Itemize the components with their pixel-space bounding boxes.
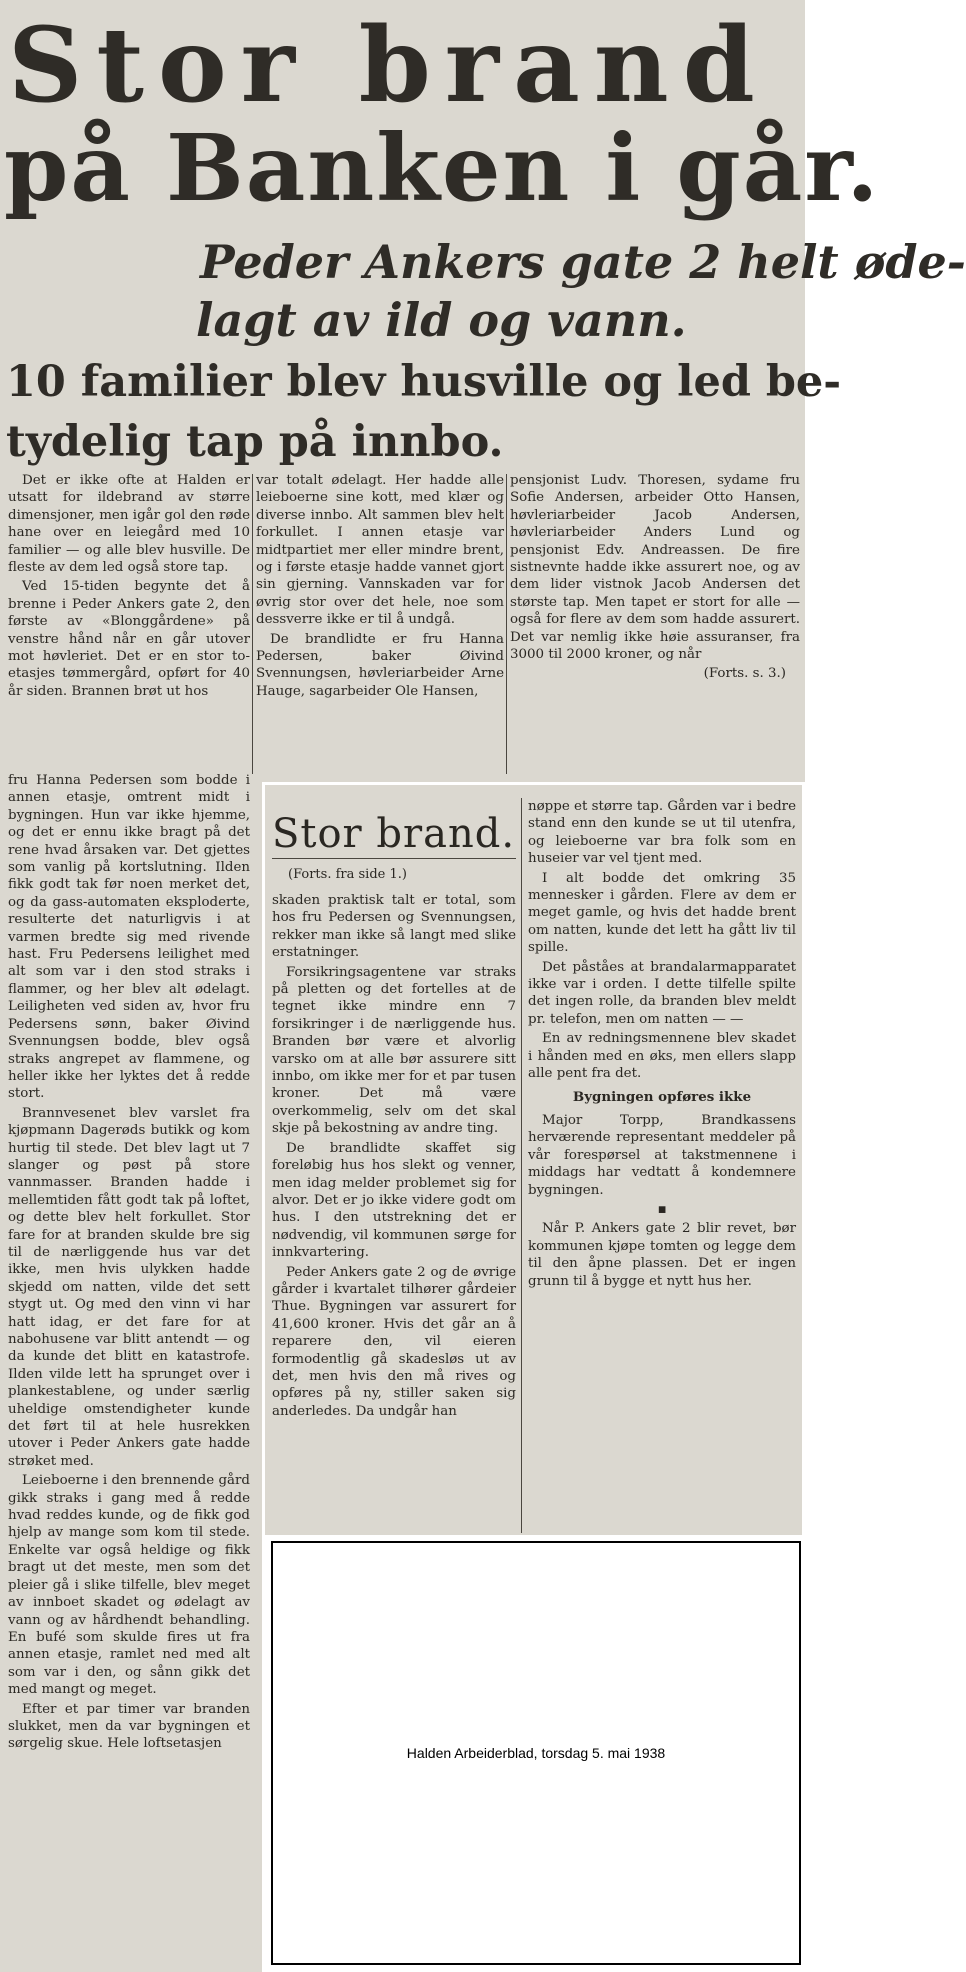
paragraph: De brandlidte skaffet sig foreløbig hus hos slekt og venner, men idag melder problemet sig for alvor. Det er jo ikke videre godt om hus. I den utstrekning det er nødvendig, vil kommunen sørge for innkvartering. (272, 1140, 516, 1261)
paragraph: En av redningsmennene blev skadet i hånden med en øks, men ellers slapp alle pent fra det. (528, 1031, 796, 1082)
column-rule (506, 474, 507, 774)
article-column-1 (8, 472, 250, 702)
caption-box (271, 1541, 801, 1965)
headline-line-2: på Banken i går. (4, 114, 881, 222)
continuation-title: Stor brand. (272, 811, 516, 857)
source-caption: Halden Arbeiderblad, torsdag 5. mai 1938 (406, 1745, 666, 1761)
paragraph: I alt bodde det omkring 35 mennesker i gården. Flere av dem er meget gamle, og hvis det hadde brent om natten, kunde det lett ha gått liv til spille. (528, 870, 796, 956)
subheadline-line-2: lagt av ild og vann. (196, 293, 687, 347)
article-column-3 (510, 472, 800, 685)
continuation-subtitle: (Forts. fra side 1.) (288, 867, 407, 882)
continuation-column-2 (528, 798, 796, 1292)
paragraph: Peder Ankers gate 2 og de øvrige gårder i kvartalet tilhører gårdeier Thue. Bygningen var assurert for 41,600 kroner. Hvis det går an å reparere den, vil eieren formodentlig gå skadesløs ut av det, men hvis den må rives og opføres på ny, stiller saken sig anderledes. Da undgår han (272, 1264, 516, 1419)
paragraph: Ved 15-tiden begynte det å brenne i Peder Ankers gate 2, den første av «Blonggårdene» på venstre hånd når en går utover mot høvleriet. Det er en stor to-etasjes tømmergård, opført for 40 år siden. Brannen brøt ut hos (8, 579, 250, 699)
paragraph: Det er ikke ofte at Halden er utsatt for ildebrand av større dimensjoner, men igår gol den røde hane over en leiegård med 10 familier — og alle blev husville. De fleste av dem led også store tap. (8, 473, 250, 576)
subheadline-line-1: Peder Ankers gate 2 helt øde- (200, 235, 966, 289)
column-rule (252, 474, 253, 774)
title-rule (272, 858, 516, 859)
continuation-note: (Forts. s. 3.) (703, 666, 786, 682)
paragraph: nøppe et større tap. Gården var i bedre stand enn den kunde se ut til utenfra, og leieboerne var bra folk som en huseier var vel tjent med. (528, 799, 796, 867)
deck-line-2: tydelig tap på innbo. (6, 417, 504, 467)
paragraph: Det påståes at brandalarmapparatet ikke var i orden. I dette tilfelle spilte det ingen rolle, da branden blev meldt pr. telefon, men om natten — — (528, 959, 796, 1027)
column-rule (521, 798, 522, 1533)
paragraph: Efter et par timer var branden slukket, men da var bygningen et sørgelig skue. Hele loftsetasjen (8, 1701, 250, 1752)
paragraph: pensjonist Ludv. Thoresen, sydame fru Sofie Andersen, arbeider Otto Hansen, høvleriarbeider Jacob Andersen, høvleriarbeider Anders Lund og pensjonist Edv. Andreassen. De fire sistnevnte hadde ikke assurert noe, og av dem lider vistnok Jacob Andersen det største tap. Men tapet er stort for alle — også for flere av dem som hadde assurert. Det var nemlig ikke høie assuranser, fra 3000 til 2000 kroner, og når (510, 473, 800, 663)
paragraph: Leieboerne i den brennende gård gikk straks i gang med å redde hvad reddes kunde, og de fikk god hjelp av mange som kom til stede. Enkelte var også heldige og fikk bragt ut det meste, men som det pleier gå i slike tilfelle, blev meget av innboet skadet og ødelagt av vann og av hårdhendt behandling. En bufé som skulde fires ut fra annen etasje, ramlet ned med alt som var i den, og sånn gikk det med mangt og meget. (8, 1473, 250, 1698)
article-column-2 (256, 472, 504, 702)
paragraph: Forsikringsagentene var straks på pletten og det fortelles at de tegnet ikke mindre enn 7 forsikringer i de nærliggende hus. Branden bør være et alvorlig varsko om at alle bør assurere sitt innbo, om ikke mer for et par tusen kroner. Det må være overkommelig, selv om det skal skje på bekostning av andre ting. (272, 964, 516, 1137)
separator: ▪ (657, 1200, 667, 1217)
paragraph: fru Hanna Pedersen som bodde i annen etasje, omtrent midt i bygningen. Hun var ikke hjemme, og det er ennu ikke bragt på det rene hvad årsaken var. Det gjettes som vanlig på kortslutning. Ilden fikk godt tak før noen merket det, og da gass-automaten eksploderte, resulterte det naturligvis i at varmen bredte sig med rivende hast. Fru Pedersens leilighet med alt som var i den stod straks i flammer, og her blev alt ødelagt. Leiligheten ved siden av, hvor fru Pedersens sønn, baker Øivind Svennungsen bodde, blev også straks angrepet av flammene, og heller ikke her lyktes det å redde stort. (8, 773, 250, 1102)
deck-line-1: 10 familier blev husville og led be- (6, 357, 842, 407)
article-column-continued (8, 772, 250, 1755)
paragraph: Major Torpp, Brandkassens herværende representant meddeler på vår forespørsel at takstmennene i middags har vedtatt å kondemnere bygningen. (528, 1112, 796, 1198)
paragraph: Brannvesenet blev varslet fra kjøpmann Dagerøds butikk og kom hurtig til stede. Det blev lagt ut 7 slanger og pøst på store vannmasser. Branden hadde i mellemtiden fått godt tak på loftet, og dette blev helt forkullet. Stor fare for at branden skulde bre sig til de nærliggende hus var det ikke, men hvis ulykken hadde skjedd om natten, vilde det sett stygt ut. Og med den vinn vi har hatt idag, er det fare for at nabohusene var blitt antendt — og da kunde det blitt en katastrofe. Ilden vilde lett ha sprunget over i plankestablene, og under særlig uheldige omstendigheter kunde det ført til at hele husrekken utover i Peder Ankers gate hadde strøket med. (8, 1105, 250, 1469)
paragraph: skaden praktisk talt er total, som hos fru Pedersen og Svennungsen, rekker man ikke så langt med slike erstatninger. (272, 893, 516, 961)
paragraph: var totalt ødelagt. Her hadde alle leieboerne sine kott, med klær og diverse innbo. Alt sammen blev helt forkullet. I annen etasje var midtpartiet mer eller mindre brent, og i første etasje hadde vannet gjort sin gjerning. Vannskaden var for øvrig stor over det hele, noe som dessverre ikke er til å undgå. (256, 473, 504, 628)
continuation-column-1 (272, 892, 516, 1422)
paragraph: Når P. Ankers gate 2 blir revet, bør kommunen kjøpe tomten og legge dem til den åpne plassen. Det er ingen grunn til å bygge et nytt hus her. (528, 1221, 796, 1289)
headline-line-1: Stor brand (8, 5, 769, 126)
paragraph: De brandlidte er fru Hanna Pedersen, baker Øivind Svennungsen, høvleriarbeider Arne Hauge, sagarbeider Ole Hansen, (256, 631, 504, 699)
section-heading: Bygningen opføres ikke (572, 1088, 752, 1105)
